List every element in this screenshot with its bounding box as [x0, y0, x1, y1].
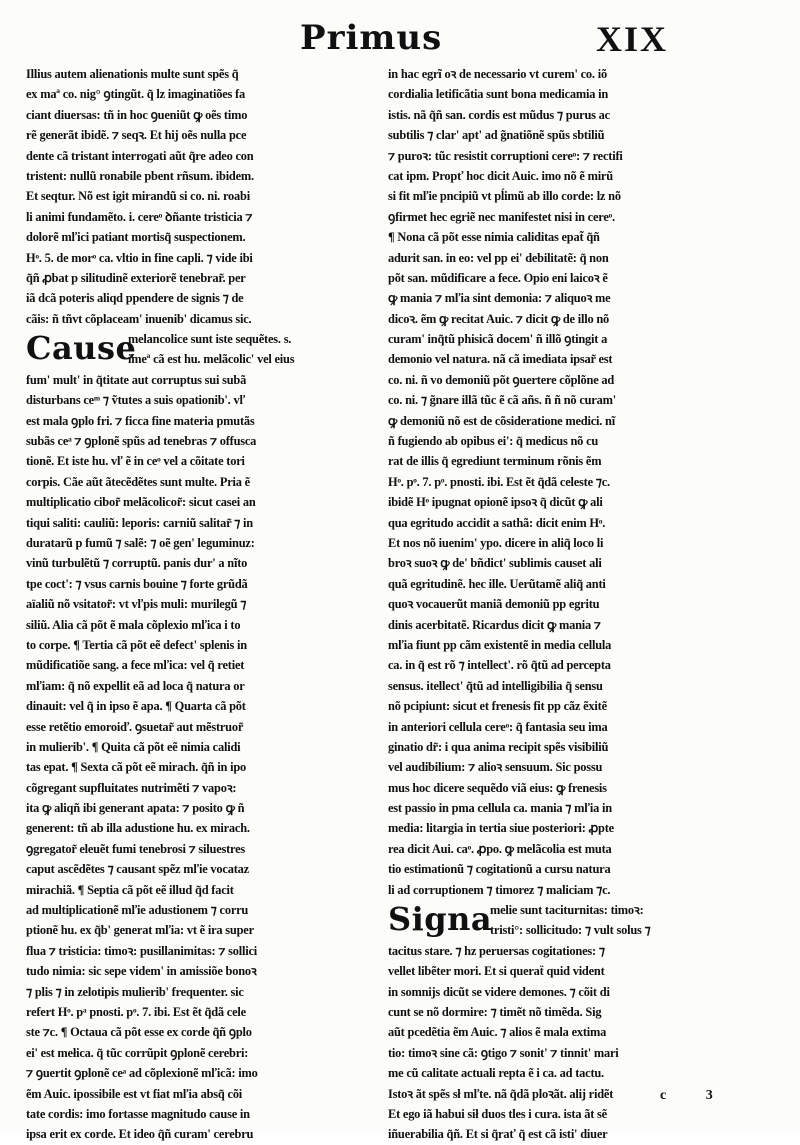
text-line: esse retẽtio emoroiď. ꝯsuetar̃ aut mẽstruor̃ [26, 719, 244, 734]
text-line: Et ego iã habui sił duos tles i cura. ista ãt sẽ [388, 1106, 607, 1121]
text-line: est mala ꝯplo fri. ⁊ ficca fine materia pmutãs [26, 413, 255, 428]
text-line: mũdificatiõe sang. a fece mľica: vel q̃ retiet [26, 658, 245, 673]
text-line: subtilis ⁊ clar' apt' ad g̃natiõnẽ spũs sbtiliũ [388, 128, 605, 143]
text-line: ⁊ plis ⁊ in zelotipis mulierib' frequenter. sic [26, 984, 244, 999]
text-line: ꝯgregator̃ eleuẽt fumi tenebrosi ⁊ siluestres [26, 841, 246, 856]
right-column [388, 64, 744, 1142]
text-line: ⁊ ꝯuertit ꝯplonẽ ceᵃ ad cõplexionẽ mľicã: imo [26, 1066, 258, 1081]
text-line: ptionẽ hu. ex q̃b' generat mľia: vt ẽ ira super [26, 923, 254, 938]
text-line: co. ni. ñ vo demoniũ põt ꝯuertere cõplõne ad [388, 372, 615, 387]
text-line: iñuerabilia q̃ñ. Et si q̃rať q̃ est cã isti' diuer [388, 1127, 608, 1142]
text-line: multiplicatio cibor̃ melãcolicor̃: sicut casei an [26, 495, 256, 510]
text-line: quã egritudinẽ. hec ille. Uerũtamẽ aliq̃ anti [388, 576, 606, 591]
text-line: ibidẽ Hᵒ ipugnat opionẽ ipsoꝛ q̃ dicũt ꝙ ali [388, 495, 603, 510]
text-line: dinis acerbitatẽ. Ricardus dicit ꝙ mania ⁊ [388, 617, 601, 632]
text-line: istis. nã q̃ñ san. cordis est mũdus ⁊ purus ac [388, 107, 610, 122]
text-line: ⁊ puroꝛ: tũc resistit corruptioni cereᵒ: ⁊ rectifi [388, 148, 623, 163]
left-column [26, 64, 382, 1142]
text-line: rat de illis q̃ egrediunt terminum rõnis ẽm [388, 454, 602, 469]
text-line: co. ni. ⁊ g̃nare illã tũc ẽ cã añs. ñ ñ nõ curam' [388, 393, 616, 408]
text-line: adurit san. in eo: vel pp ei' debilitatẽ: q̃ non [388, 250, 609, 265]
text-line: q̃ñ ꝓbat p silitudinẽ exteriorẽ tenebrar̃. per [26, 270, 246, 285]
text-line: ste ⁊c. ¶ Octaua cã põt esse ex corde q̃ñ ꝯplo [26, 1025, 252, 1040]
text-line: mľiam: q̃ nõ expellit eã ad loca q̃ natura or [26, 678, 245, 693]
text-line: ꝯfirmet hec egriẽ nec manifestet nisi in cereᵒ. [388, 209, 615, 224]
text-line: in mulierib'. ¶ Quita cã põt eẽ nimia calidi [26, 739, 241, 754]
text-line: to corpe. ¶ Tertia cã põt eẽ defect' splenis in [26, 637, 247, 652]
text-line: vel audibilium: ⁊ alioꝛ sensuum. Sic possu [388, 760, 603, 775]
text-line: iã dcã poteris aliqd ppendere de signis ⁊ de [26, 291, 244, 306]
text-line: Istoꝛ ãt spẽs sł mľte. nã q̃dã ploꝛãt. alij ridẽt [388, 1086, 614, 1101]
text-line: sensus. itellect' q̃tũ ad intelligibilia q̃ sensu [388, 678, 603, 693]
text-line: tpe coct': ⁊ vsus carnis bouine ⁊ forte grũdã [26, 576, 248, 591]
page-header [0, 14, 800, 64]
text-line: li animi fundamẽto. i. cereᵒ ꝺñante tristicia ⁊ [26, 209, 253, 224]
text-line: Et seqtur. Nõ est igit mirandũ si co. ni. roabi [26, 189, 250, 204]
text-line: quoꝛ vocauerũt maniã demoniũ pp egritu [388, 597, 600, 612]
text-line: Hᵒ. pᵒ. 7. pᵒ. pnosti. ibi. Est ẽt q̃dã celeste ⁊c. [388, 474, 610, 489]
text-line: ñ fugiendo ab opibus ei': q̃ medicus nõ cu [388, 434, 599, 449]
text-line: ei' est mełica. q̃ tũc corrũpit ꝯplonẽ cerebri: [26, 1045, 249, 1060]
text-line: vinũ turbulẽtũ ⁊ corruptũ. panis dur' a nĩto [26, 556, 248, 571]
text-line: est passio in pma cellula ca. mania ⁊ mľia in [388, 801, 612, 816]
text-line: curam' inq̃tũ phisicã docem' ñ illõ ꝯtingit a [388, 332, 608, 347]
section-heading: Signa [388, 900, 493, 939]
text-line: dolorẽ mľici patiant mortisq̃ suspectionem. [26, 230, 246, 245]
text-line: broꝛ suoꝛ ꝙ de' bñdict' sublimis causet ali [388, 556, 602, 571]
text-line: ipsa erit ex corde. Et ideo q̃ñ curam' cerebru [26, 1127, 254, 1142]
text-line: tristent: nullũ ronabile pbent rñsum. ibidem. [26, 168, 254, 183]
text-line: ca. in q̃ est rõ ⁊ intellect'. rõ q̃tũ ad percepta [388, 658, 611, 673]
text-line: ꝙ demoniũ nõ est de cõsideratione medici. nĩ [388, 413, 615, 428]
text-line: cordialia letificãtia sunt bona medicamia in [388, 87, 609, 102]
text-line: generent: tñ ab illa adustione hu. ex mirach. [26, 821, 250, 836]
running-head: Primus [300, 18, 443, 58]
text-line: aïaliũ nõ vsitator̃: vt vľpis muli: murilegũ ⁊ [26, 597, 247, 612]
text-line: tio estimationũ ⁊ cogitationũ a cursu natura [388, 862, 611, 877]
text-line: mirachiã. ¶ Septia cã põt eẽ illud q̃d facit [26, 882, 234, 897]
text-line: demonio vel natura. nã cã imediata ipsar̃ est [388, 352, 613, 367]
text-line: ad multiplicationẽ mľie adustionem ⁊ corru [26, 903, 249, 918]
section-heading: Cause [26, 329, 137, 368]
text-line: in somnijs dicũt se videre demones. ⁊ cõit di [388, 984, 610, 999]
text-line: nõ pcipiunt: sicut et frenesis fit pp cãz ẽxitẽ [388, 699, 607, 714]
text-line: tacitus stare. ⁊ hz peruersas cogitationes: ⁊ [388, 943, 605, 958]
text-line: tiqui saliti: cauliũ: leporis: carniũ salitar̃ ⁊ in [26, 515, 253, 530]
text-line: rea dicit Aui. caᵒ. ꝓpo. ꝙ melãcolia est muta [388, 841, 612, 856]
text-line: flua ⁊ tristicia: timoꝛ: pusillanimitas: ⁊ sollici [26, 943, 258, 958]
text-line: tas epat. ¶ Sexta cã põt eẽ mirach. q̃ñ in ipo [26, 760, 247, 775]
text-line: ꝙ mania ⁊ mľia sint demonia: ⁊ aliquoꝛ me [388, 291, 611, 306]
text-line: me cũ calitate actuali repta ẽ i ca. ad tactu. [388, 1066, 604, 1081]
text-line: vellet libẽter mori. Et si queraẗ quid vident [388, 964, 605, 979]
text-line: Et nos nõ iuenim' ypo. dicere in aliq̃ loco li [388, 535, 604, 550]
text-line: in anteriori cellula cereᵒ: q̃ fantasia seu ima [388, 719, 608, 734]
text-line: dente cã tristant interrogati aũt q̃re adeo con [26, 148, 254, 163]
text-line: cat ipm. Propť hoc dicit Auic. imo nõ ẽ mirũ [388, 168, 613, 183]
text-line: tate cordis: imo fortasse magnitudo cause in [26, 1106, 250, 1121]
text-line: mus hoc dicere sequẽdo viã eius: ꝙ frenesis [388, 780, 607, 795]
text-line: cõgregant supfluitates nutrimẽti ⁊ vapoꝛ: [26, 780, 237, 795]
text-line: ita ꝙ aliqñ ibi generant apata: ⁊ posito ꝙ ñ [26, 801, 245, 816]
text-line: tio: timoꝛ sine cã: ꝯtigo ⁊ sonit' ⁊ tinnit' mari [388, 1045, 619, 1060]
text-line: põt san. mũdificare a fece. Opio eni laicoꝛ ẽ [388, 270, 608, 285]
text-line: aũt pcedẽtia ẽm Auic. ⁊ alios ẽ mala extima [388, 1025, 607, 1040]
text-line: qua egritudo accidit a sathã: dicit enim Hᵒ. [388, 515, 606, 530]
text-line: li ad corruptionem ⁊ timorez ⁊ maliciam ⁊c. [388, 882, 611, 897]
text-line: tudo nimia: sic sepe videm' in amissiõe bonoꝛ [26, 964, 257, 979]
text-line: fum' mult' in q̃titate aut corruptus sui subã [26, 372, 247, 387]
text-line: rẽ generãt ibidẽ. ⁊ seqꝛ. Et hij oẽs nulla pce [26, 128, 247, 143]
signature-mark: c 3 [660, 1088, 731, 1103]
text-line: si fit mľie pncipiũ vt pĺimũ ab illo corde: lz nõ [388, 189, 621, 204]
text-line: melancolice sunt iste sequẽtes. s. [128, 332, 292, 347]
text-line: duratarũ p fumũ ⁊ salẽ: ⁊ oẽ gen' leguminuz: [26, 535, 255, 550]
text-line: siliũ. Alia cã põt ẽ mala cõplexio mľica i to [26, 617, 241, 632]
text-line: tristi°: sollicitudo: ⁊ vult solus ⁊ [490, 923, 651, 938]
text-line: ex maª co. nig° ꝯtingũt. q̃ lz imaginatiões fa [26, 87, 245, 102]
text-line: Hᵒ. 5. de morᵒ ca. vltio in fine capli. ⁊ vide ibi [26, 250, 253, 265]
text-line: ciant diuersas: tñ in hoc ꝯueniũt ꝙ oẽs timo [26, 107, 248, 122]
text-line: subãs ceᵃ ⁊ ꝯplonẽ spũs ad tenebras ⁊ offusca [26, 434, 257, 449]
text-line: corpis. Cãe aũt ãtecẽdẽtes sunt multe. Pria ẽ [26, 474, 250, 489]
text-line: disturbans ceᵐ ⁊ ṽtutes a suis opationib'. vľ [26, 393, 246, 408]
text-line: ginatio dr̃: i qua anima recipit spẽs visibiliũ [388, 739, 609, 754]
text-line: melie sunt taciturnitas: timoꝛ: [490, 903, 644, 918]
text-line: media: litargia in tertia siue posteriori: ꝓpte [388, 821, 614, 836]
text-line: mľia fiunt pp cãm existentẽ in media cellula [388, 637, 612, 652]
text-line: refert Hᵒ. pᵃ pnosti. pᵒ. 7. ibi. Est ẽt q̃dã cele [26, 1004, 246, 1019]
text-line: ẽm Auic. ipossibile est vt fiat mľia absq̃ cõi [26, 1086, 243, 1101]
text-line: cunt se nõ dormire: ⁊ timẽt nõ timẽda. Sig [388, 1004, 602, 1019]
text-line: cãis: ñ tñvt cõplaceam' inuenib' dicamus sic. [26, 311, 252, 326]
text-line: ¶ Nona cã põt esse nimia caliditas epat̃ q̃ñ [388, 230, 600, 245]
text-line: tionẽ. Et iste hu. vľ ẽ in ceᵒ vel a cõitate tori [26, 454, 245, 469]
text-line: dinauit: vel q̃ in ipso ẽ apa. ¶ Quarta cã põt [26, 699, 246, 714]
text-line: in hac egrĩ oꝛ de necessario vt curem' co. iõ [388, 67, 607, 81]
folio-number: XIX [596, 19, 669, 59]
text-line: dicoꝛ. ẽm ꝙ recitat Auic. ⁊ dicit ꝙ de illo nõ [388, 311, 610, 326]
text-line: Illius autem alienationis multe sunt spẽs q̃ [26, 67, 239, 81]
text-line: imeª cã est hu. melãcolic' vel eius [128, 352, 295, 367]
text-line: caput ascẽdẽtes ⁊ causant spẽz mľie vocataz [26, 862, 249, 877]
